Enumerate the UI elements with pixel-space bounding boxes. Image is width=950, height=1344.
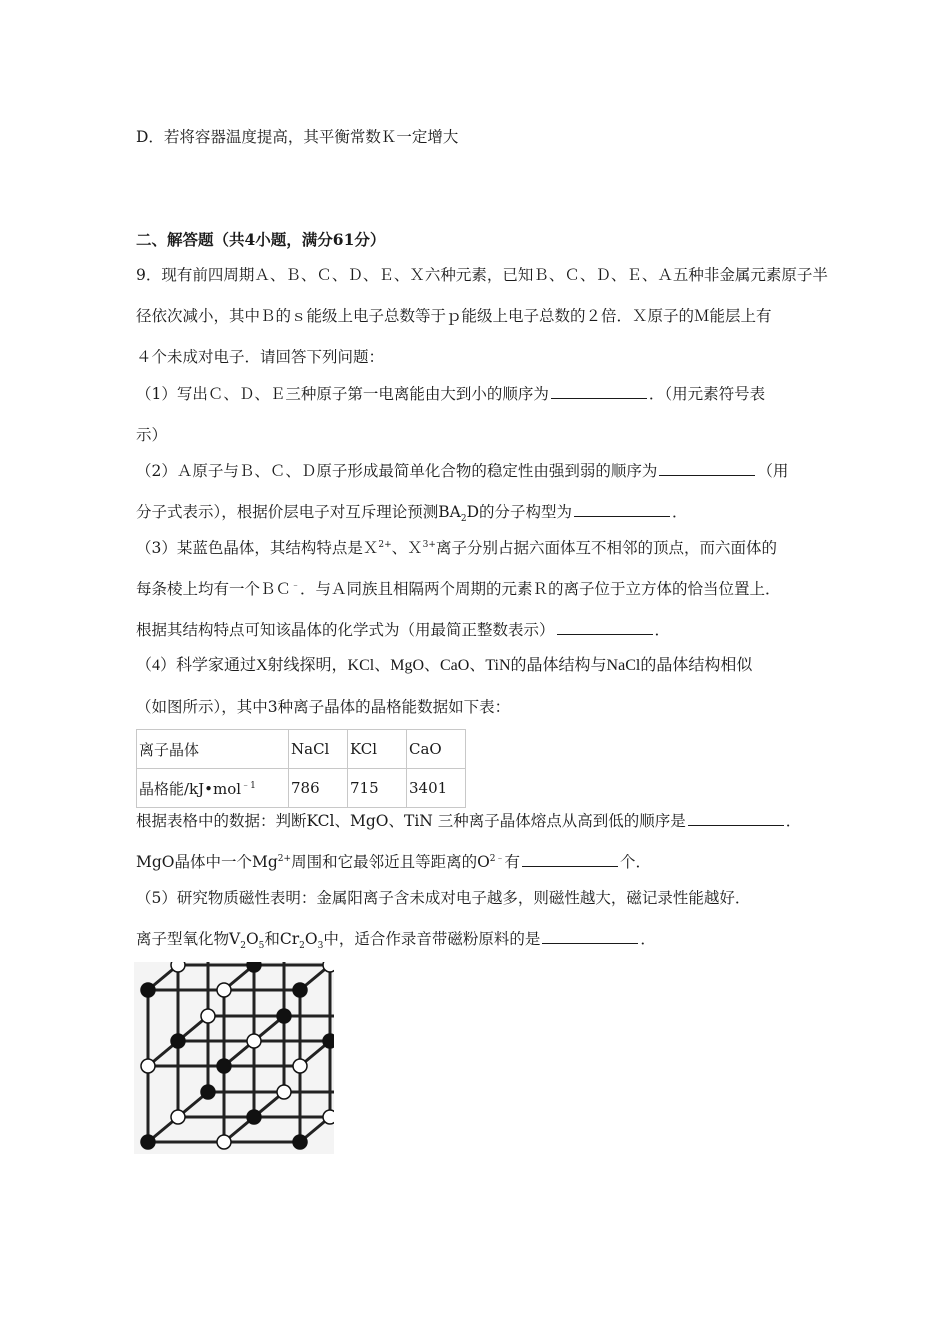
- part-4-line-4: [136, 852, 651, 872]
- period: ．: [672, 503, 688, 521]
- part-5-text: 离子型氧化物V: [136, 930, 241, 948]
- answer-blank[interactable]: [542, 929, 638, 944]
- part-1-line-1: [136, 384, 765, 404]
- part-5-line-2: [136, 929, 656, 952]
- part-5-text: O: [304, 930, 318, 948]
- part-1-line-2: 示）: [136, 426, 168, 444]
- anion-atom: [141, 1059, 155, 1073]
- cation-atom: [247, 1110, 261, 1124]
- part-3-text-5: 根据其结构特点可知该晶体的化学式为（用最简正整数表示）: [136, 621, 555, 639]
- question-stem-line-2: 径依次减小，其中Ｂ的ｓ能级上电子总数等于ｐ能级上电子总数的２倍．Ｘ原子的Ｍ能层上有: [136, 307, 772, 325]
- part-2-text-tail: （用: [757, 462, 789, 480]
- cation-atom: [217, 1059, 231, 1073]
- subscript: 2: [460, 514, 467, 525]
- superscript: ﹣1: [241, 780, 256, 791]
- table-cell: CaO: [407, 730, 466, 769]
- cation-atom: [277, 1009, 291, 1023]
- answer-blank[interactable]: [574, 502, 670, 517]
- cation-atom: [141, 1135, 155, 1149]
- lattice-energy-table: [136, 729, 466, 808]
- anion-atom: [323, 1110, 334, 1124]
- table-cell: 786: [289, 769, 348, 808]
- answer-blank[interactable]: [688, 811, 784, 826]
- part-2-line-1: [136, 461, 788, 481]
- cation-atom: [201, 1085, 215, 1099]
- nacl-crystal-structure-figure: [134, 962, 334, 1154]
- part-5-line-1: （5）研究物质磁性表明：金属阳离子含未成对电子越多，则磁性越大，磁记录性能越好．: [136, 889, 751, 907]
- table-cell: NaCl: [289, 730, 348, 769]
- anion-atom: [277, 1085, 291, 1099]
- part-4-text-2: MgO晶体中一个Mg: [136, 853, 278, 871]
- question-stem-line-1: 9．现有前四周期Ａ、Ｂ、Ｃ、Ｄ、Ｅ、Ｘ六种元素，已知Ｂ、Ｃ、Ｄ、Ｅ、Ａ五种非金属元素原子半: [136, 266, 828, 284]
- part-3-sep: 、Ｘ: [391, 539, 423, 557]
- section-title: 二、解答题（共4小题，满分61分）: [136, 230, 386, 249]
- part-4-text-5: 个．: [620, 853, 652, 871]
- part-2-text: （2）Ａ原子与Ｂ、Ｃ、Ｄ原子形成最简单化合物的稳定性由强到弱的顺序为: [136, 462, 658, 480]
- part-4-text-3: 周围和它最邻近且等距离的O: [291, 853, 490, 871]
- part-4-text-4: 有: [504, 853, 521, 871]
- table-cell: KCl: [348, 730, 407, 769]
- part-4-line-1: （4）科学家通过X射线探明，KCl、MgO、CaO、TiN的晶体结构与NaCl的晶体结构相似: [136, 657, 753, 674]
- anion-atom: [247, 1034, 261, 1048]
- part-3-line-3: [136, 620, 670, 640]
- cation-atom: [141, 983, 155, 997]
- superscript: 2﹣: [489, 853, 505, 864]
- part-4-line-2: （如图所示），其中3种离子晶体的晶格能数据如下表：: [136, 698, 511, 716]
- table-cell: [137, 769, 289, 808]
- part-4-text: 根据表格中的数据：判断KCl、MgO、TiN 三种离子晶体熔点从高到低的顺序是: [136, 812, 686, 830]
- answer-blank[interactable]: [551, 384, 647, 399]
- subscript: 2: [240, 941, 246, 952]
- superscript: 2+: [378, 539, 392, 550]
- period: ．: [785, 812, 802, 830]
- part-1-text-tail: ．（用元素符号表: [648, 385, 766, 403]
- superscript: 3+: [422, 539, 436, 550]
- anion-atom: [293, 1059, 307, 1073]
- table-row: [137, 769, 466, 808]
- period: ．: [640, 930, 656, 948]
- anion-atom: [217, 1135, 231, 1149]
- part-3-text: （3）某蓝色晶体，其结构特点是Ｘ: [136, 539, 379, 557]
- answer-blank[interactable]: [522, 852, 618, 867]
- part-4-line-3: [136, 811, 801, 831]
- part-2-text-2: 分子式表示），根据价层电子对互斥理论预测BA: [136, 503, 461, 521]
- part-3-text-4: ．与Ａ同族且相隔两个周期的元素Ｒ的离子位于立方体的恰当位置上．: [300, 580, 781, 598]
- part-3-text-2: 离子分别占据六面体互不相邻的顶点，而六面体的: [435, 539, 777, 557]
- anion-atom: [323, 962, 334, 972]
- table-row: [137, 730, 466, 769]
- anion-atom: [171, 1110, 185, 1124]
- part-2-line-2: [136, 502, 688, 525]
- anion-atom: [217, 983, 231, 997]
- superscript: 2+: [277, 853, 292, 864]
- part-3-line-1: [136, 538, 777, 558]
- part-3-text-3: 每条棱上均有一个ＢＣ: [136, 580, 292, 598]
- subscript: 2: [299, 941, 305, 952]
- subscript: 3: [317, 941, 324, 952]
- part-1-text: （1）写出Ｃ、Ｄ、Ｅ三种原子第一电离能由大到小的顺序为: [136, 385, 549, 403]
- anion-atom: [201, 1009, 215, 1023]
- cation-atom: [323, 1034, 334, 1048]
- previous-option-d: D．若将容器温度提高，其平衡常数Ｋ一定增大: [136, 128, 459, 146]
- period: ．: [654, 621, 671, 639]
- answer-blank[interactable]: [659, 461, 755, 476]
- cation-atom: [293, 1135, 307, 1149]
- cation-atom: [293, 983, 307, 997]
- cation-atom: [247, 962, 261, 972]
- question-stem-line-3: ４个未成对电子．请回答下列问题：: [136, 348, 385, 366]
- cation-atom: [171, 1034, 185, 1048]
- subscript: 5: [258, 941, 265, 952]
- part-5-text: 中，适合作录音带磁粉原料的是: [323, 930, 541, 948]
- anion-atom: [171, 962, 185, 972]
- answer-blank[interactable]: [557, 620, 653, 635]
- table-cell: 3401: [407, 769, 466, 808]
- superscript: ﹣: [291, 580, 301, 591]
- part-3-line-2: [136, 579, 781, 599]
- table-cell: 715: [348, 769, 407, 808]
- table-cell: 离子晶体: [137, 730, 289, 769]
- part-2-text-3: D的分子构型为: [466, 503, 573, 521]
- row-label: 晶格能/kJ•mol: [139, 779, 242, 798]
- part-5-text: O: [245, 930, 259, 948]
- part-5-text: 和Cr: [264, 930, 300, 948]
